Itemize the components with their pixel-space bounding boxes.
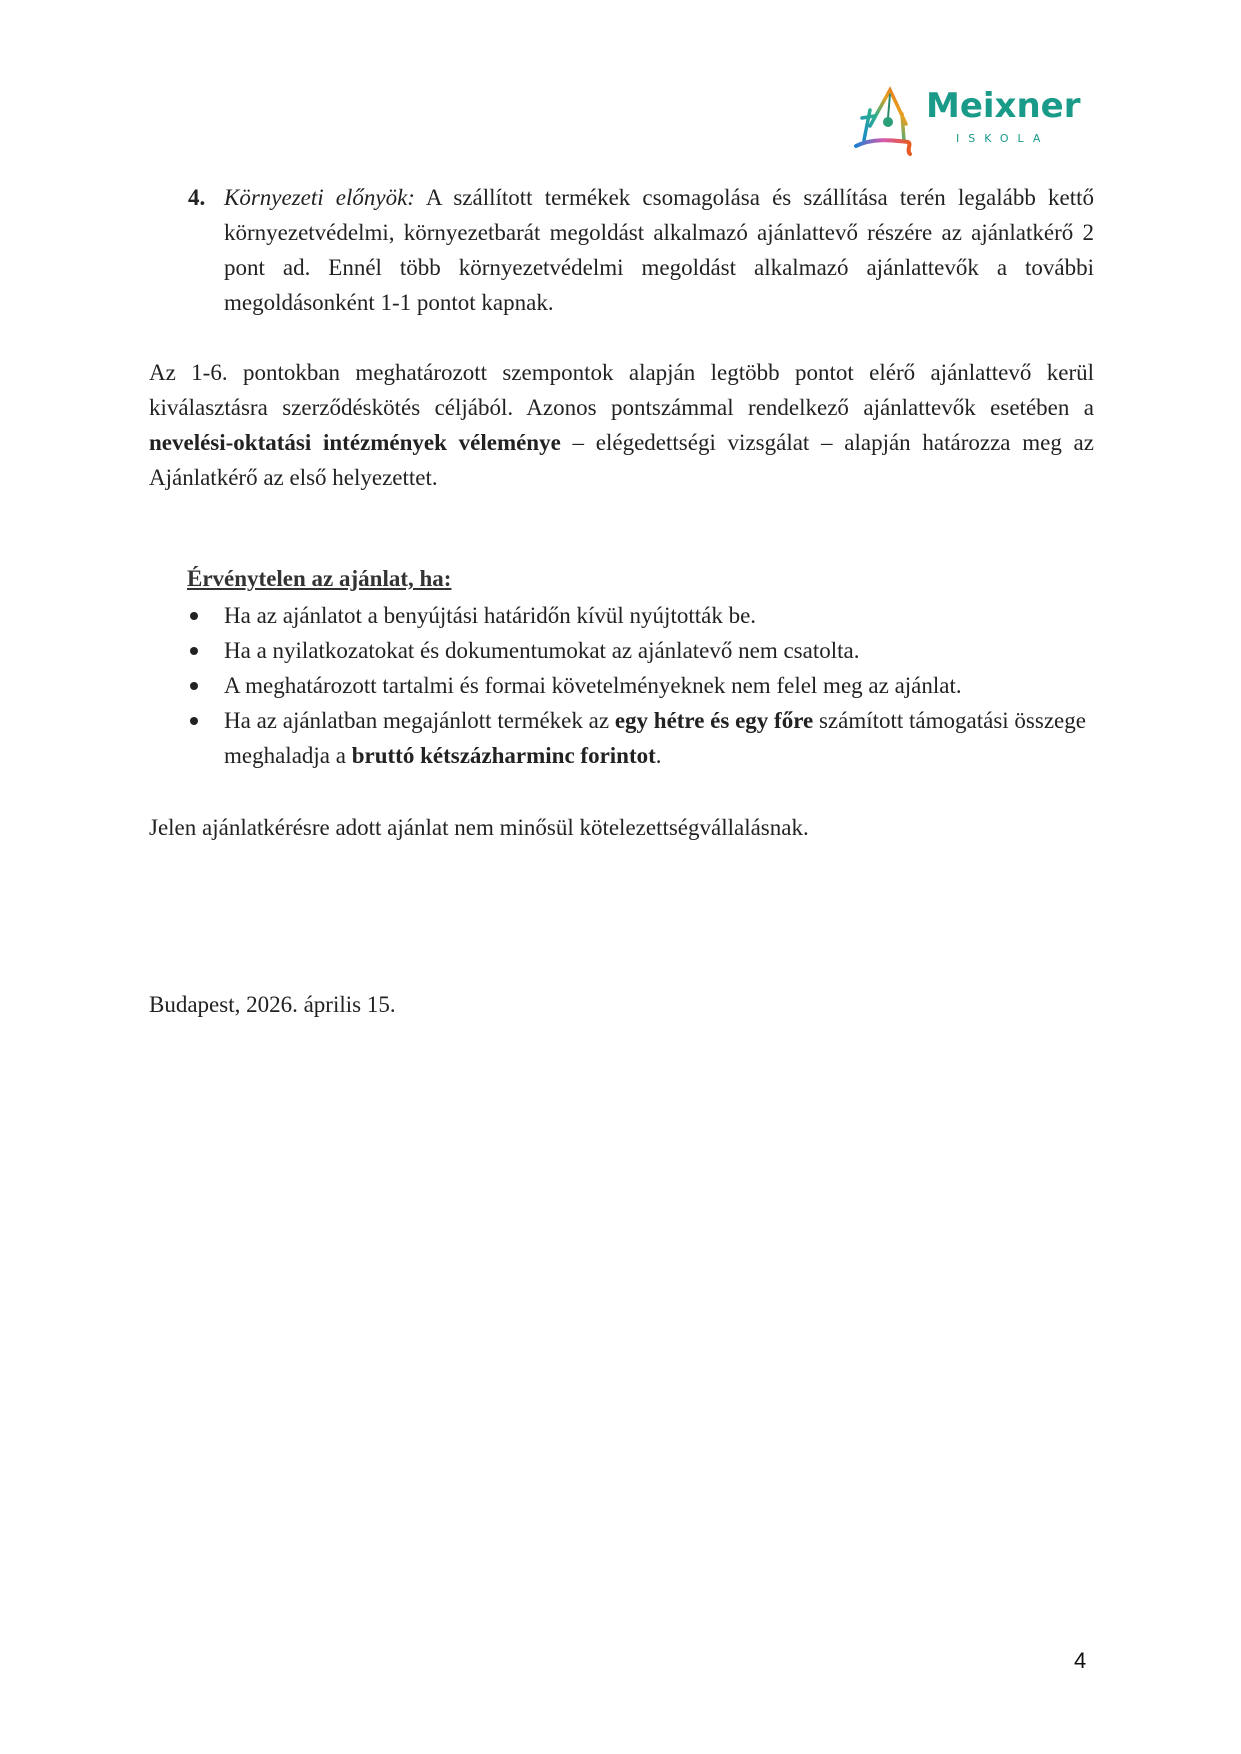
list-item-bold-text: egy hétre és egy főre — [614, 708, 814, 733]
criteria-item-4 — [188, 180, 1094, 320]
item-text: A szállított termékek csomagolása és szállítása terén legalább kettő környezetvédelmi, környezetbarát megoldást alkalmazó ajánlattevő részére az ajánlatkérő 2 pont ad. Ennél több környezetvédelmi megoldást alkalmazó ajánlattevők a további megoldásonként 1-1 pontot kapnak. — [224, 185, 1094, 315]
paragraph-bold-text: nevelési-oktatási intézmények véleménye — [149, 430, 561, 455]
list-item-text: számított támogatási összege meghaladja a — [224, 708, 1086, 768]
logo-wordmark: Meixner — [926, 86, 1081, 126]
list-item — [187, 598, 1094, 633]
logo-subtitle: ISKOLA — [956, 132, 1050, 145]
invalid-conditions-list — [187, 598, 1094, 773]
list-item — [187, 668, 1094, 703]
bullet-icon — [190, 647, 198, 655]
list-item — [187, 703, 1094, 773]
bullet-icon — [190, 717, 198, 725]
bullet-icon — [190, 682, 198, 690]
list-item-text: Ha az ajánlatban megajánlott termékek az — [224, 708, 615, 733]
list-item — [187, 633, 1094, 668]
selection-paragraph — [149, 355, 1094, 495]
list-item-text: . — [655, 743, 662, 768]
list-item-text: Ha az ajánlatot a benyújtási határidőn kívül nyújtották be. — [224, 603, 757, 628]
house-pen-icon — [852, 84, 922, 158]
item-number: 4. — [188, 185, 206, 210]
item-body — [224, 180, 1094, 320]
disclaimer-paragraph: Jelen ajánlatkérésre adott ajánlat nem minősül kötelezettségvállalásnak. — [149, 815, 809, 840]
page-number: 4 — [1074, 1648, 1087, 1673]
paragraph-text: Az 1-6. pontokban meghatározott szempontok alapján legtöbb pontot elérő ajánlattevő kerül kiválasztásra szerződéskötés céljából. Azonos pontszámmal rendelkező ajánlattevők esetében a — [149, 360, 1094, 420]
list-item-text: A meghatározott tartalmi és formai követelményeknek nem felel meg az ajánlat. — [224, 673, 962, 698]
section-heading: Érvénytelen az ajánlat, ha: — [187, 566, 452, 591]
place-date: Budapest, 2026. április 15. — [149, 992, 396, 1017]
school-logo — [852, 84, 1081, 158]
item-title: Környezeti előnyök: — [224, 185, 415, 210]
paragraph-text: – elégedettségi vizsgálat – alapján határozza meg az Ajánlatkérő az első helyezettet. — [149, 430, 1094, 490]
list-item-text: Ha a nyilatkozatokat és dokumentumokat az ajánlatevő nem csatolta. — [224, 638, 860, 663]
list-item-bold-text: bruttó kétszázharminc forintot — [351, 743, 656, 768]
bullet-icon — [190, 612, 198, 620]
